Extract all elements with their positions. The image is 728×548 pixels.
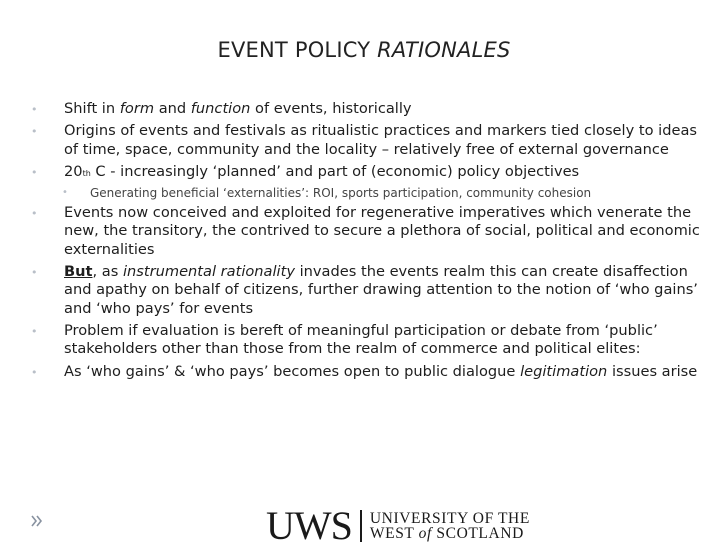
bullet-legitimation: [0, 363, 728, 381]
superscript: th: [82, 168, 91, 178]
bullet-strong: But: [64, 263, 93, 281]
bullet-list: [0, 100, 728, 385]
bullet-emphasis: form: [119, 100, 155, 117]
logo-line-2c: SCOTLAND: [431, 525, 524, 542]
bullet-shift: [0, 100, 728, 118]
title-text: EVENT POLICY: [217, 38, 378, 62]
bullet-regeneration: • Events now conceived and exploited for regenerative imperatives which venerate the new, the transitory, the contrived to secure a plethora of social, political and economic externalities: [0, 204, 728, 259]
bullet-text: As ‘who gains’ & ‘who pays’ becomes open to public dialogue: [64, 362, 521, 380]
nav-glyph: [31, 514, 43, 528]
bullet-text: issues arise: [607, 362, 698, 380]
bullet-origins: • Origins of events and festivals as ritualistic practices and markers tied closely to ideas of time, space, community and the locality – relatively free of external governance: [0, 122, 728, 159]
bullet-text: of events, historically: [250, 100, 412, 117]
bullet-emphasis: function: [190, 100, 251, 117]
logo-line-2a: WEST: [369, 525, 419, 542]
bullet-text: 20: [64, 162, 83, 180]
logo-mark: UWS: [266, 503, 352, 548]
bullet-text: , as: [92, 263, 123, 281]
logo-wordmark: [370, 511, 530, 542]
double-chevron-right-icon[interactable]: [31, 514, 43, 531]
sub-bullet-externalities: • Generating beneficial ‘externalities’: ROI, sports participation, community cohesion: [0, 185, 728, 201]
bullet-text: Shift in: [64, 100, 120, 117]
uws-logo: [266, 503, 530, 548]
bullet-text: C - increasingly ‘planned’ and part of (economic) policy objectives: [90, 162, 580, 180]
logo-divider: [360, 510, 362, 542]
bullet-evaluation: • Problem if evaluation is bereft of meaningful participation or debate from ‘public’ stakeholders other than those from the realm of commerce and political elites:: [0, 322, 728, 359]
bullet-emphasis: legitimation: [520, 362, 608, 380]
logo-line-1: UNIVERSITY OF THE: [369, 509, 530, 527]
bullet-text: invades the events realm this can create disaffection and apathy on behalf of citizens, further drawing attention to the notion of ‘who gains’ and ‘who pays’ for events: [64, 263, 698, 317]
bullet-text: and: [154, 100, 191, 117]
bullet-instrumental-rationality: [0, 263, 728, 318]
bullet-20th-century: [0, 163, 728, 181]
slide-title: [0, 38, 728, 62]
logo-line-2b: of: [418, 525, 432, 542]
title-emphasis: RATIONALES: [377, 38, 511, 62]
bullet-emphasis: instrumental rationality: [122, 263, 295, 281]
